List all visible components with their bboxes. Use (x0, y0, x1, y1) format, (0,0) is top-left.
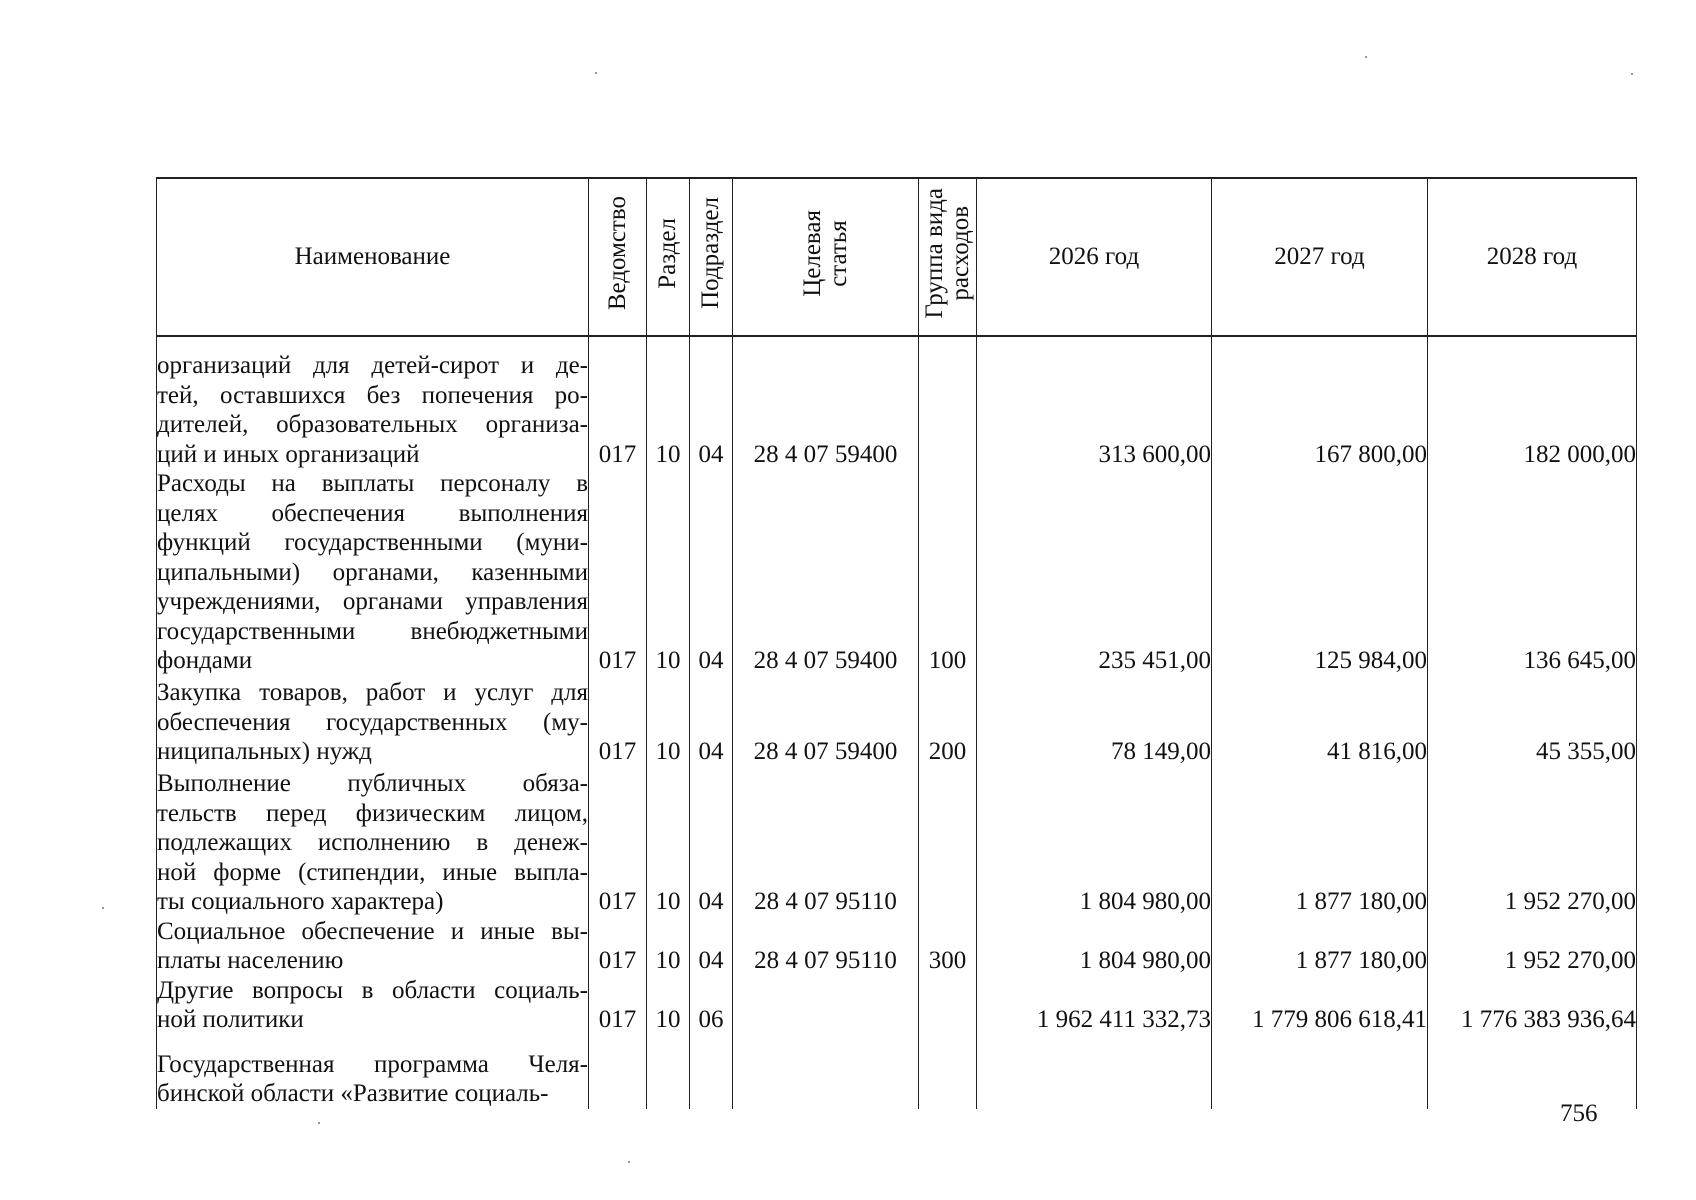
row-expense-group: 100 (919, 469, 977, 676)
row-name-line: учреждениями, органами управления (157, 588, 588, 615)
row-expense-group: 300 (919, 917, 977, 976)
table-row (157, 469, 1637, 676)
row-target-article (733, 976, 919, 1035)
row-subsection: 04 (690, 469, 733, 676)
header-department-label: Ведомство (603, 196, 631, 311)
header-2026: 2026 год (977, 178, 1212, 336)
header-target-line2: статья (824, 219, 852, 287)
row-name-line: государственными внебюджетными (157, 617, 588, 645)
scan-speck (1365, 56, 1367, 58)
header-section (647, 178, 690, 336)
row-subsection: 06 (690, 976, 733, 1035)
row-subsection: 04 (690, 336, 733, 469)
header-group-line1: Группа вида (920, 187, 948, 319)
row-department: 017 (589, 469, 647, 676)
table-row (157, 676, 1637, 767)
row-name (157, 336, 589, 469)
row-section: 10 (647, 336, 690, 469)
scan-speck (595, 72, 597, 74)
row-value-2027: 1 877 180,00 (1212, 767, 1428, 917)
row-department: 017 (589, 676, 647, 767)
row-target-article: 28 4 07 59400 (733, 469, 919, 676)
row-value-2027: 41 816,00 (1212, 676, 1428, 767)
row-section: 10 (647, 976, 690, 1035)
row-expense-group (919, 767, 977, 917)
row-name-line: Расходы на выплаты персоналу в (157, 470, 588, 497)
row-name (157, 976, 589, 1035)
row-name-line: ной форме (стипендии, иные выпла- (157, 858, 588, 886)
row-department: 017 (589, 767, 647, 917)
table-body (157, 336, 1637, 1109)
row-value-2027: 125 984,00 (1212, 469, 1428, 676)
header-department (589, 178, 647, 336)
row-department: 017 (589, 917, 647, 976)
table-header-row (157, 178, 1637, 336)
table-row (157, 1035, 1637, 1109)
row-value-2028 (1428, 1035, 1637, 1109)
header-subsection (690, 178, 733, 336)
row-name (157, 469, 589, 676)
budget-table (156, 177, 1637, 1109)
row-name-line: обеспечения государственных (му- (157, 708, 588, 736)
row-target-article (733, 1035, 919, 1109)
row-name-line: дителей, образовательных организа- (157, 411, 588, 438)
row-name-line: Другие вопросы в области социаль- (157, 976, 588, 1004)
row-name (157, 676, 589, 767)
row-name-line: Закупка товаров, работ и услуг для (157, 679, 588, 706)
scan-speck (628, 1161, 630, 1163)
row-value-2027 (1212, 1035, 1428, 1109)
header-name: Наименование (157, 178, 589, 336)
row-value-2026: 1 962 411 332,73 (977, 976, 1212, 1035)
row-target-article: 28 4 07 59400 (733, 336, 919, 469)
row-value-2026 (977, 1035, 1212, 1109)
scan-speck (318, 1122, 320, 1124)
row-expense-group (919, 336, 977, 469)
row-subsection (690, 1035, 733, 1109)
row-name-line: ной политики (157, 1006, 304, 1033)
row-value-2028: 1 952 270,00 (1428, 917, 1637, 976)
row-name-line: Выполнение публичных обяза- (157, 770, 588, 797)
row-section (647, 1035, 690, 1109)
table-row (157, 336, 1637, 469)
row-name (157, 917, 589, 976)
header-group-label (922, 188, 974, 319)
row-expense-group (919, 1035, 977, 1109)
row-section: 10 (647, 767, 690, 917)
scan-speck (1631, 73, 1633, 75)
row-subsection: 04 (690, 676, 733, 767)
row-value-2026: 78 149,00 (977, 676, 1212, 767)
header-target-label (800, 210, 852, 297)
row-name-line: бинской области «Развитие социаль- (157, 1080, 549, 1107)
row-value-2028: 1 952 270,00 (1428, 767, 1637, 917)
header-group (919, 178, 977, 336)
row-subsection: 04 (690, 917, 733, 976)
header-section-label: Раздел (654, 217, 681, 289)
row-value-2026: 313 600,00 (977, 336, 1212, 469)
row-name-line: ниципальных) нужд (157, 738, 372, 765)
row-value-2026: 1 804 980,00 (977, 917, 1212, 976)
row-name-line: подлежащих исполнению в денеж- (157, 829, 588, 856)
page-number: 756 (1560, 1100, 1598, 1127)
row-name-line: Государственная программа Челя- (157, 1050, 588, 1078)
row-target-article: 28 4 07 95110 (733, 917, 919, 976)
table-row (157, 767, 1637, 917)
row-subsection: 04 (690, 767, 733, 917)
row-department: 017 (589, 336, 647, 469)
row-value-2028: 45 355,00 (1428, 676, 1637, 767)
row-section: 10 (647, 917, 690, 976)
row-name-line: ципальными) органами, казенными (157, 558, 588, 586)
row-value-2028: 136 645,00 (1428, 469, 1637, 676)
row-name-line: целях обеспечения выполнения (157, 499, 588, 527)
header-target (733, 178, 919, 336)
row-name-line: тельств перед физическим лицом, (157, 799, 588, 827)
row-value-2028: 1 776 383 936,64 (1428, 976, 1637, 1035)
row-department: 017 (589, 976, 647, 1035)
scan-speck (102, 907, 104, 909)
row-expense-group: 200 (919, 676, 977, 767)
budget-table-container (156, 177, 1636, 1109)
row-value-2027: 167 800,00 (1212, 336, 1428, 469)
row-name-line: ты социального характера) (157, 888, 444, 915)
row-name-line: организаций для детей-сирот и де- (157, 352, 588, 379)
table-row (157, 976, 1637, 1035)
row-target-article: 28 4 07 59400 (733, 676, 919, 767)
row-name-line: ций и иных организаций (157, 440, 420, 468)
row-value-2026: 235 451,00 (977, 469, 1212, 676)
row-target-article: 28 4 07 95110 (733, 767, 919, 917)
row-name-line: Социальное обеспечение и иные вы- (157, 917, 588, 945)
row-name-line: фондами (157, 647, 253, 674)
row-value-2027: 1 877 180,00 (1212, 917, 1428, 976)
header-target-line1: Целевая (798, 209, 826, 297)
row-name-line: тей, оставшихся без попечения ро- (157, 381, 588, 409)
row-department (589, 1035, 647, 1109)
row-name (157, 767, 589, 917)
header-2027: 2027 год (1212, 178, 1428, 336)
header-2028: 2028 год (1428, 178, 1637, 336)
row-name-line: функций государственными (муни- (157, 529, 588, 556)
table-row (157, 917, 1637, 976)
row-name-line: платы населению (157, 947, 344, 974)
row-section: 10 (647, 469, 690, 676)
header-group-line2: расходов (946, 205, 974, 301)
row-value-2026: 1 804 980,00 (977, 767, 1212, 917)
row-expense-group (919, 976, 977, 1035)
header-subsection-label: Подраздел (697, 197, 724, 310)
row-value-2028: 182 000,00 (1428, 336, 1637, 469)
row-name (157, 1035, 589, 1109)
row-section: 10 (647, 676, 690, 767)
row-value-2027: 1 779 806 618,41 (1212, 976, 1428, 1035)
